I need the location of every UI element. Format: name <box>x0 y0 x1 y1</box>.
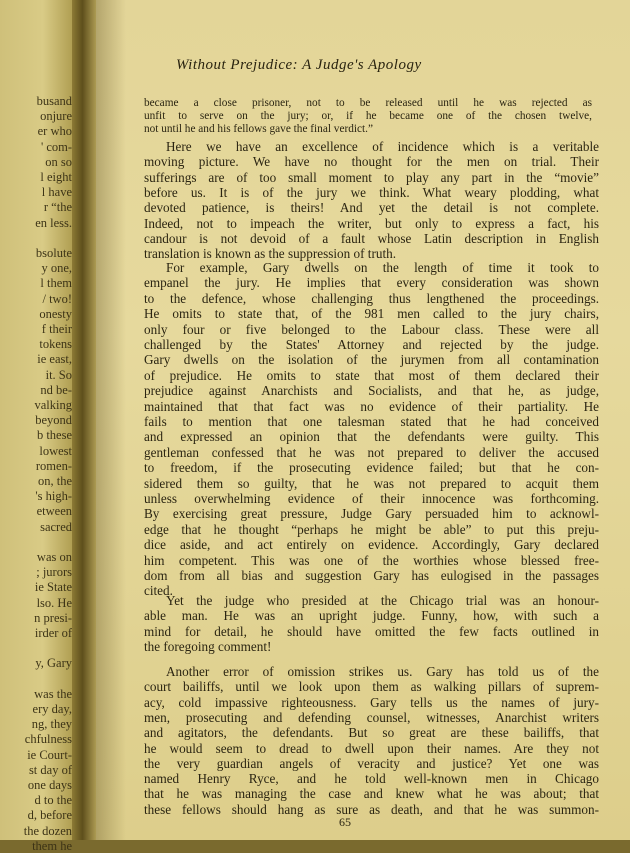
left-page-fragment: sacred <box>40 519 72 534</box>
body-text-line: dice aside, and act entirely on evidence. Accordingly, Gary declared <box>144 537 599 553</box>
body-text-line: translation is known as the suppression of truth. <box>144 246 396 262</box>
left-page-fragment: on so <box>45 154 72 169</box>
body-text-line: sidered them so guilty, that he was not prepared to acquit them <box>144 475 599 491</box>
left-page-fragment: r “the <box>43 200 72 215</box>
running-head: Without Prejudice: A Judge's Apology <box>176 57 422 73</box>
left-page-fragment: y one, <box>41 261 72 276</box>
left-page-fragment: ie State <box>34 580 72 595</box>
book-gutter <box>72 0 98 840</box>
body-text-line: to freedom, if the prosecuting evidence failed; but that he con- <box>144 460 599 476</box>
left-page-fragment: the dozen <box>23 823 72 838</box>
left-page-fragment: / two! <box>42 291 72 306</box>
body-text-line: only four or five belonged to the Labour class. These were all <box>144 321 599 337</box>
quote-line: became a close prisoner, not to be released until he was rejected as <box>144 97 592 109</box>
left-page-fragment: l eight <box>40 170 72 184</box>
body-text-line: to the defence, whose challenging thus lengthened the proceedings. <box>144 290 599 306</box>
left-page-fragment: nd be- <box>40 382 72 397</box>
body-text-line: acy, cold impassive righteousness. Gary tells us the names of jury- <box>144 694 599 710</box>
right-page <box>96 0 630 840</box>
left-page-fragment: on, the <box>37 474 72 488</box>
body-text-line: unless overwhelming evidence of their innocence was forthcoming. <box>144 491 599 506</box>
left-page-fragment: l have <box>41 185 72 200</box>
left-page-fragment: onesty <box>39 306 72 321</box>
left-page-fragment: it. So <box>45 367 72 382</box>
left-page-fragment: l them <box>40 276 72 291</box>
body-text-line: prejudice against Anarchists and Socialists, and that he, as judge, <box>144 383 599 399</box>
left-page-fragment: y, Gary <box>35 656 72 671</box>
left-page-fragment: romen- <box>35 458 72 473</box>
body-text-line: maintained that that fact was no evidence of their partiality. He <box>144 398 599 414</box>
body-text-line: and agitators, the defendants. But so great are these bailiffs, that <box>144 725 599 741</box>
left-page-fragment: st day of <box>28 762 72 777</box>
left-page-fragment: lowest <box>39 443 72 458</box>
left-page-fragment: d, before <box>27 808 72 823</box>
left-page-fragment: tokens <box>39 337 72 352</box>
left-page-fragment: etween <box>36 504 72 519</box>
body-text-line: Yet the judge who presided at the Chicago trial was an honour- <box>166 593 599 608</box>
left-page-fragment: valking <box>34 398 72 412</box>
body-text-line: Another error of omission strikes us. Gary has told us of the <box>166 664 599 679</box>
body-text-line: edge that he thought “perhaps he might be able” to put this preju- <box>144 521 599 537</box>
body-text-line: before us. It is of the jury we think. What weary plodding, what <box>144 184 599 200</box>
left-page-fragment: was on <box>36 550 72 564</box>
left-page-fragment: b these <box>36 428 72 443</box>
left-page-fragment: n presi- <box>34 610 72 625</box>
body-text-line: For example, Gary dwells on the length of time it took to <box>166 260 599 275</box>
page-shadow <box>96 0 126 840</box>
body-text-line: gentleman confessed that he was not prepared to deliver the accused <box>144 444 599 460</box>
left-page-fragment: irder of <box>34 626 72 640</box>
body-text-line: men, prosecuting and defending counsel, witnesses, Anarchist writers <box>144 709 599 725</box>
body-text-line: fails to mention that one talesman stated that he had conceived <box>144 414 599 429</box>
left-page-fragment: ie east, <box>37 352 72 367</box>
page-number: 65 <box>339 815 351 829</box>
body-text-line: the foregoing comment! <box>144 638 272 654</box>
body-text-line: Indeed, not to impeach the writer, but only to express a fact, his <box>144 215 599 231</box>
body-text-line: him competent. This was one of the worthies whose blessed free- <box>144 552 599 568</box>
body-text-line: able man. He was an upright judge. Funny, how, with such a <box>144 608 599 624</box>
left-page-fragment: ; jurors <box>36 565 72 580</box>
left-page-fragment: ie Court- <box>27 747 72 762</box>
body-text-line: of prejudice. He omits to state that most of them declared their <box>144 367 599 383</box>
left-page-fragment: f their <box>41 322 72 336</box>
left-page-fragment: them he <box>32 838 72 853</box>
body-text-line: empanel the jury. He implies that every consideration was shown <box>144 275 599 291</box>
left-page-fragment: bsolute <box>35 246 72 260</box>
body-text-line: By exercising great pressure, Judge Gary persuaded him to acknowl- <box>144 506 599 522</box>
left-page-fragment: beyond <box>35 413 72 428</box>
left-page-fragment: d to the <box>34 793 72 808</box>
body-text-line: challenged by the States' Attorney and rejected by the judge. <box>144 337 599 352</box>
body-text-line: court bailiffs, until we look upon them as walking pillars of suprem- <box>144 679 599 695</box>
body-text-line: mind for detail, he should have omitted the few facts outlined in <box>144 623 599 639</box>
body-text-line: devoted patience, is theirs! And yet the detail is not complete. <box>144 200 599 216</box>
body-text-line: candour is not devoid of a fault whose Latin description in English <box>144 230 599 246</box>
body-text-line: sufferings are of too small moment to play any part in the “movie” <box>144 169 599 185</box>
quote-line: unfit to serve on the jury; or, if he became one of the chosen twelve, <box>144 110 592 122</box>
left-page-fragment: chfulness <box>24 732 72 747</box>
left-page-fragment: lso. He <box>36 595 72 610</box>
body-text-line: Here we have an excellence of incidence which is a veritable <box>166 139 599 154</box>
body-text-line: He omits to state that, of the 981 men called to the jury chairs, <box>144 306 599 322</box>
body-text-line: and expressed an opinion that the defendants were guilty. This <box>144 429 599 445</box>
body-text-line: Gary dwells on the isolation of the jurymen from all contamination <box>144 352 599 368</box>
left-page-fragment: one days <box>27 778 72 792</box>
body-text-line: dom from all bias and suggestion Gary has eulogised in the passages <box>144 568 599 583</box>
body-text-line: cited. <box>144 583 173 599</box>
left-page-fragment: 's high- <box>35 489 72 504</box>
left-page <box>0 0 78 853</box>
left-page-fragment: ng, they <box>31 717 72 732</box>
body-text-line: he would seem to dread to dwell upon their names. Are they not <box>144 740 599 756</box>
body-text-line: named Henry Ryce, and he told well-known men in Chicago <box>144 771 599 787</box>
left-page-fragment: busand <box>36 94 72 108</box>
body-text-line: the very guardian angels of veracity and justice? Yet one was <box>144 755 599 771</box>
left-page-fragment: ' com- <box>40 139 72 154</box>
left-page-fragment: ery day, <box>32 702 72 716</box>
quote-line: not until he and his fellows gave the final verdict.” <box>144 123 374 135</box>
left-page-fragment: en less. <box>35 215 72 230</box>
body-text-line: that he was managing the case and knew what he was about; that <box>144 786 599 802</box>
left-page-fragment: er who <box>37 124 72 139</box>
body-text-line: moving picture. We have no thought for the men on trial. Their <box>144 154 599 170</box>
body-text-line: these fellows should hang as sure as death, and that he was summon- <box>144 801 599 817</box>
left-page-fragment: onjure <box>40 109 72 124</box>
left-page-fragment: was the <box>34 686 72 701</box>
